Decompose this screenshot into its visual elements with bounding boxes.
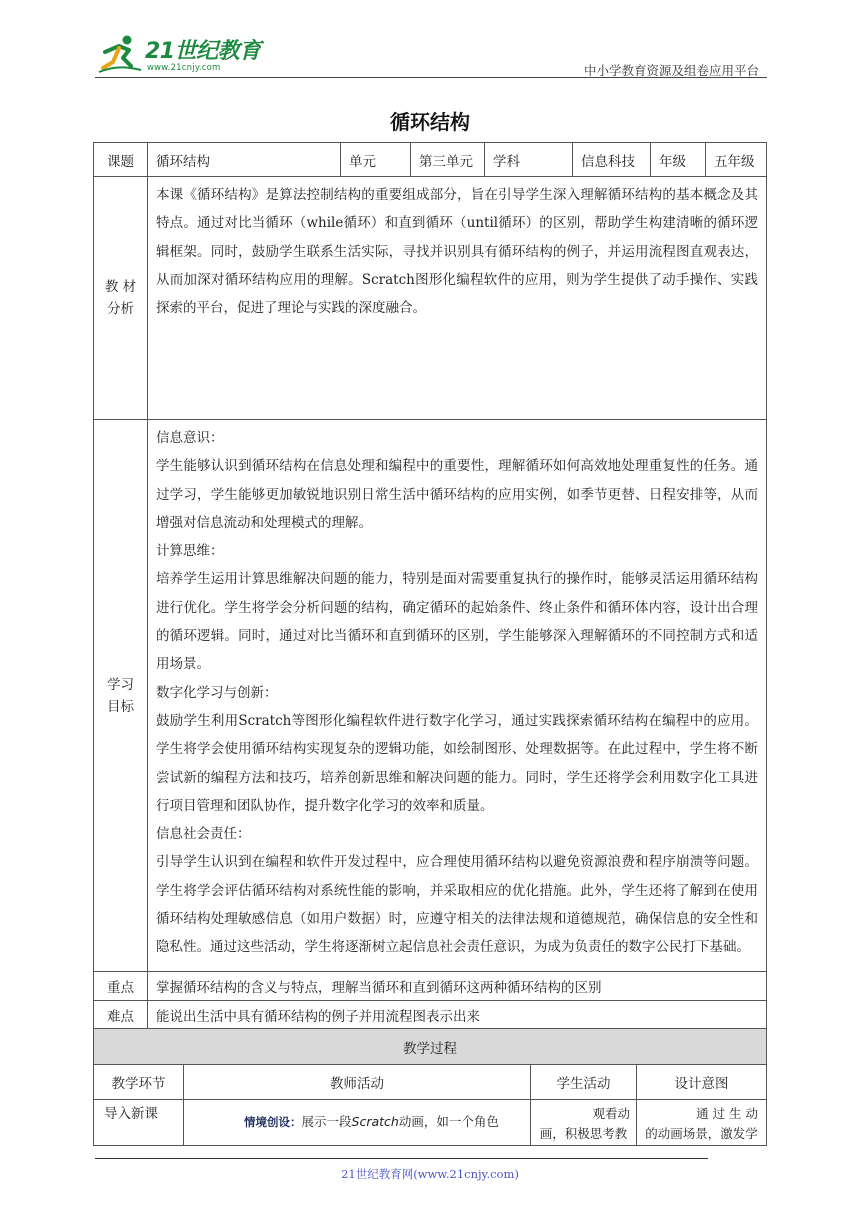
objective-paragraph: 培养学生运用计算思维解决问题的能力，特别是面对需要重复执行的操作时，能够灵活运用循环结构进行优化。学生将学会分析问题的结构，确定循环的起始条件、终止条件和循环体内容，设计出合理的循环逻辑。同时，通过对比当循环和直到循环的区别，学生能够深入理解循环的不同控制方式和适用场景。 — [156, 571, 758, 673]
analysis-row — [94, 177, 767, 420]
lesson-plan-table — [93, 142, 767, 1030]
key-point-text: 掌握循环结构的含义与特点，理解当循环和直到循环这两种循环结构的区别 — [148, 972, 767, 1001]
teacher-activity-em: Scratch — [351, 1114, 399, 1129]
student-activity-line: 画，积极思考教 — [539, 1126, 628, 1141]
objective-paragraph: 学生能够认识到循环结构在信息处理和编程中的重要性，理解循环如何高效地处理重复性的任务。通过学习，学生能够更加敏锐地识别日常生活中循环结构的应用实例，如季节更替、日程安排等，从而增强对信息流动和处理模式的理解。 — [156, 458, 758, 531]
objectives-row — [94, 420, 767, 972]
runner-logo-icon — [97, 34, 143, 74]
objective-heading: 计算思维： — [156, 543, 224, 560]
unit-label: 单元 — [341, 143, 411, 177]
lesson-label: 课题 — [94, 143, 148, 177]
grade-value: 五年级 — [706, 143, 767, 177]
analysis-text: 本课《循环结构》是算法控制结构的重要组成部分，旨在引导学生深入理解循环结构的基本概念及其特点。通过对比当循环（while循环）和直到循环（until循环）的区别，帮助学生构建清晰的循环逻辑框架。同时，鼓励学生联系生活实际，寻找并识别具有循环结构的例子，并运用流程图直观表达，从而加深对循环结构应用的理解。Scratch图形化编程软件的应用，则为学生提供了动手操作、实践探索的平台，促进了理论与实践的深度融合。 — [156, 187, 758, 317]
column-header: 学生活动 — [531, 1065, 637, 1100]
objectives-label-line-1: 学习 — [107, 676, 134, 693]
difficulty-row — [94, 1001, 767, 1030]
page-header — [95, 30, 767, 78]
objective-heading: 数字化学习与创新： — [156, 684, 278, 701]
teacher-activity-text: 展示一段 — [301, 1114, 352, 1129]
key-point-row — [94, 972, 767, 1001]
student-activity-cell — [531, 1100, 637, 1146]
teacher-activity-text: 动画，如一个角色 — [398, 1114, 499, 1129]
objective-paragraph: 鼓励学生利用Scratch等图形化编程软件进行数字化学习，通过实践探索循环结构在编程中的应用。学生将学会使用循环结构实现复杂的逻辑功能，如绘制图形、处理数据等。在此过程中，学生将不断尝试新的编程方法和技巧，培养创新思维和解决问题的能力。同时，学生还将学会利用数字化工具进行项目管理和团队协作，提升数字化学习的效率和质量。 — [156, 712, 758, 814]
header-divider — [95, 77, 767, 78]
objectives-text — [148, 420, 766, 962]
objective-heading: 信息意识： — [156, 430, 224, 446]
process-title: 教学过程 — [94, 1029, 767, 1065]
footer-divider — [95, 1158, 708, 1159]
platform-name: 中小学教育资源及组卷应用平台 — [583, 63, 759, 78]
logo — [95, 32, 265, 76]
student-activity-line: 观看动 — [592, 1106, 630, 1121]
unit-value: 第三单元 — [411, 143, 485, 177]
teaching-process-table — [93, 1028, 767, 1146]
difficulty-label: 难点 — [94, 1001, 148, 1030]
analysis-label-line-1: 教 材 — [104, 279, 137, 295]
grade-label: 年级 — [651, 143, 706, 177]
column-header: 教师活动 — [184, 1065, 531, 1100]
footer-text: 21世纪教育网(www.21cnjy.com) — [341, 1167, 519, 1181]
objectives-label — [94, 420, 148, 972]
objectives-label-line-2: 目标 — [107, 698, 134, 715]
column-header: 设计意图 — [637, 1065, 767, 1100]
document-title: 循环结构 — [390, 110, 470, 134]
objective-paragraph: 引导学生认识到在编程和软件开发过程中，应合理使用循环结构以避免资源浪费和程序崩溃等问题。学生将学会评估循环结构对系统性能的影响，并采取相应的优化措施。此外，学生还将了解到在使用循环结构处理敏感信息（如用户数据）时，应遵守相关的法律法规和道德规范，确保信息的安全性和隐私性。通过这些活动，学生将逐渐树立起信息社会责任意识，为成为负责任的数字公民打下基础。 — [156, 854, 758, 956]
column-header: 教学环节 — [94, 1065, 184, 1100]
analysis-label — [94, 177, 148, 420]
stage-cell: 导入新课 — [94, 1100, 184, 1146]
objectives-content — [148, 420, 767, 972]
subject-value: 信息科技 — [573, 143, 651, 177]
logo-url: www.21cnjy.com — [147, 63, 221, 73]
analysis-content — [148, 177, 767, 420]
design-intent-cell — [637, 1100, 767, 1146]
key-point-label: 重点 — [94, 972, 148, 1001]
objective-heading: 信息社会责任： — [156, 826, 251, 843]
logo-title: 21世纪教育 — [145, 39, 261, 64]
process-header-row — [94, 1065, 767, 1100]
teacher-activity-cell — [184, 1100, 531, 1146]
design-intent-line: 通 过 生 动 — [696, 1106, 758, 1121]
difficulty-text: 能说出生活中具有循环结构的例子并用流程图表示出来 — [148, 1001, 767, 1030]
teacher-activity-tag: 情境创设： — [244, 1115, 302, 1129]
lesson-value: 循环结构 — [148, 143, 341, 177]
lesson-info-row — [94, 143, 767, 177]
process-title-row — [94, 1029, 767, 1065]
subject-label: 学科 — [485, 143, 573, 177]
design-intent-line: 的动画场景，激发学 — [645, 1126, 758, 1141]
analysis-label-line-2: 分析 — [107, 301, 134, 317]
table-row — [94, 1100, 767, 1146]
